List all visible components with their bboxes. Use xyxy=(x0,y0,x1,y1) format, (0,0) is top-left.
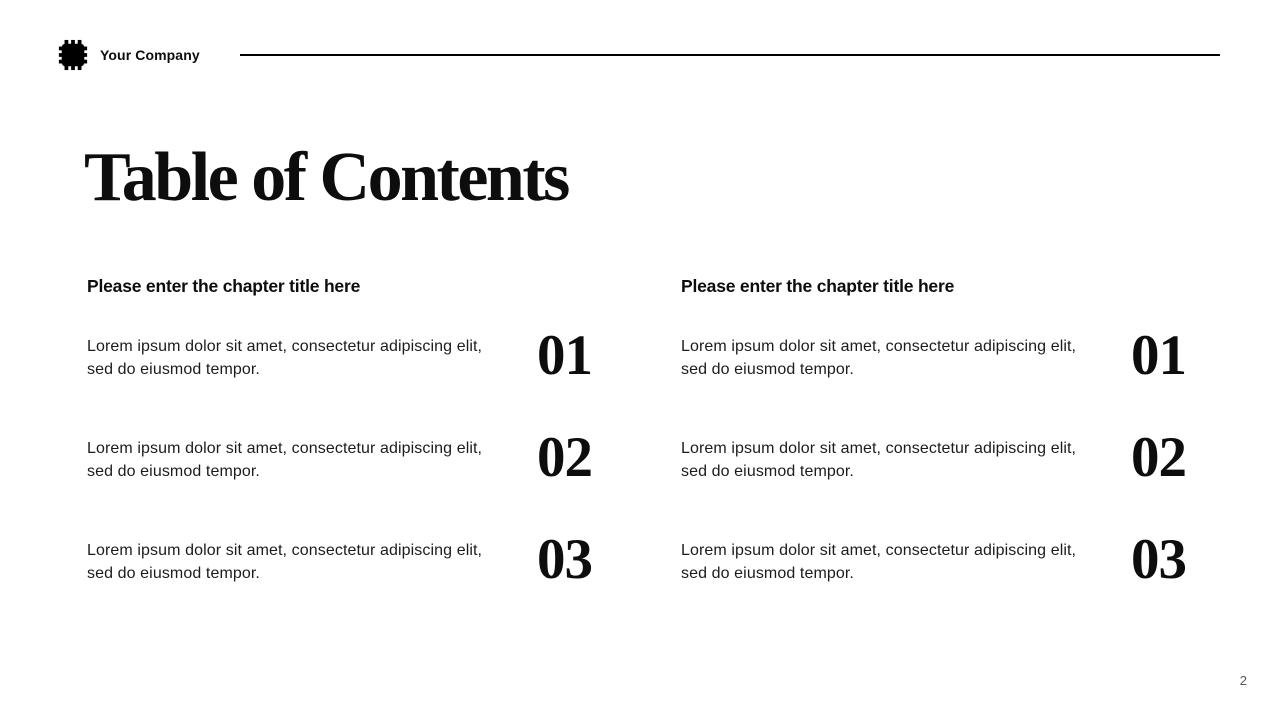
toc-item-number: 03 xyxy=(537,528,592,591)
toc-item xyxy=(681,528,1186,591)
toc-column-left xyxy=(87,276,592,591)
chip-stamp-icon xyxy=(57,38,89,72)
toc-item-text: Lorem ipsum dolor sit amet, consectetur adipiscing elit, sed do eiusmod tempor. xyxy=(87,440,483,480)
chapter-heading: Please enter the chapter title here xyxy=(681,276,955,296)
brand-block xyxy=(57,38,200,72)
toc-item xyxy=(681,426,1186,489)
toc-item-text: Lorem ipsum dolor sit amet, consectetur adipiscing elit, sed do eiusmod tempor. xyxy=(681,338,1077,378)
toc-item xyxy=(681,324,1186,387)
company-name: Your Company xyxy=(100,47,200,63)
page-title: Table of Contents xyxy=(84,139,568,216)
toc-item-text: Lorem ipsum dolor sit amet, consectetur adipiscing elit, sed do eiusmod tempor. xyxy=(87,338,483,378)
toc-item-number: 02 xyxy=(537,426,592,489)
toc-item xyxy=(87,426,592,489)
toc-item-number: 02 xyxy=(1131,426,1186,489)
chapter-heading: Please enter the chapter title here xyxy=(87,276,361,296)
toc-item-text: Lorem ipsum dolor sit amet, consectetur adipiscing elit, sed do eiusmod tempor. xyxy=(681,542,1077,582)
toc-item-text: Lorem ipsum dolor sit amet, consectetur adipiscing elit, sed do eiusmod tempor. xyxy=(681,440,1077,480)
toc-column-right xyxy=(681,276,1186,591)
toc-item xyxy=(87,324,592,387)
toc-item-number: 01 xyxy=(537,324,592,387)
toc-item xyxy=(87,528,592,591)
page-number: 2 xyxy=(1239,673,1247,688)
toc-item-text: Lorem ipsum dolor sit amet, consectetur adipiscing elit, sed do eiusmod tempor. xyxy=(87,542,483,582)
toc-columns xyxy=(87,276,1186,591)
toc-item-number: 03 xyxy=(1131,528,1186,591)
header-rule xyxy=(240,54,1220,56)
toc-item-number: 01 xyxy=(1131,324,1186,387)
